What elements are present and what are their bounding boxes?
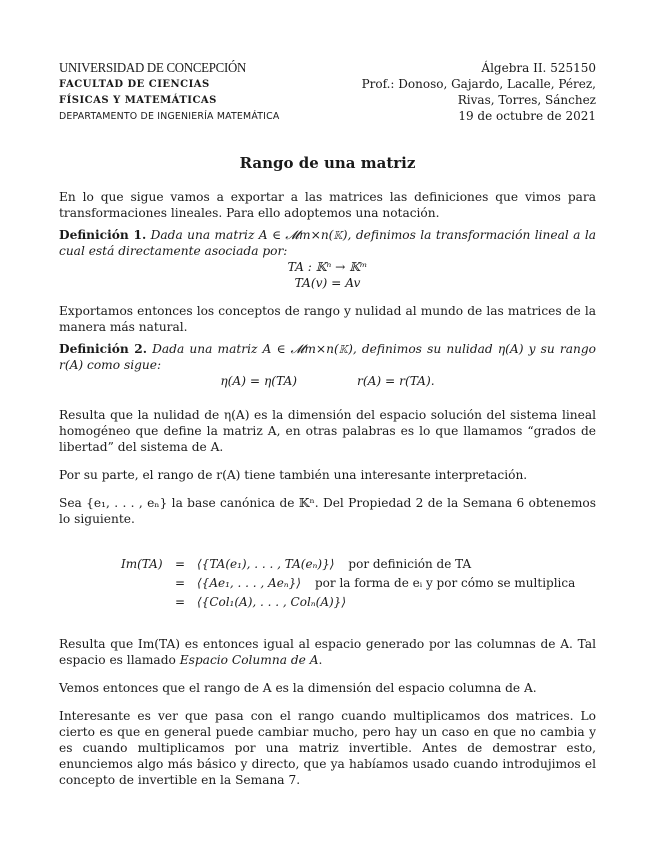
derivation-note-1: por definición de TA xyxy=(348,557,472,571)
equals-sign: = xyxy=(174,576,186,590)
definition-2 xyxy=(59,341,596,373)
definition-1-text: Dada una matriz A ∈ 𝓜m×n(𝕂), definimos la transformación lineal a la cual está directamente asociada por: xyxy=(59,228,596,258)
course-name: Álgebra II. 525150 xyxy=(481,61,596,75)
column-space-end: . xyxy=(318,653,323,667)
intro-paragraph: En lo que sigue vamos a exportar a las matrices las definiciones que vimos para transformaciones lineales. Para ello adoptemos una notación. xyxy=(59,190,596,220)
definition-1-label: Definición 1. xyxy=(59,228,147,242)
derivation-note-2: por la forma de eᵢ y por cómo se multiplica xyxy=(315,576,576,590)
export-paragraph: Exportamos entonces los conceptos de rango y nulidad al mundo de las matrices de la manera más natural. xyxy=(59,304,596,334)
derivation-rhs-2: ⟨{Ae₁, . . . , Aeₙ}⟩ xyxy=(197,576,301,590)
final-paragraph: Interesante es ver que pasa con el rango cuando multiplicamos dos matrices. Lo cierto es que en general puede cambiar mucho, pero hay un caso en que no cambia y es cuando multiplicamos por una matriz invertible. Antes de demostrar esto, enunciemos algo más básico y directo, que ya habíamos usado cuando introdujimos el concepto de invertible en la Semana 7. xyxy=(59,709,596,787)
definition-2-label: Definición 2. xyxy=(59,342,147,356)
definition-1-equation-1: TA : 𝕂ⁿ → 𝕂ᵐ xyxy=(287,260,368,274)
rank-equation: r(A) = r(TA). xyxy=(357,374,435,388)
derivation-row-1 xyxy=(121,555,596,574)
definition-2-text: Dada una matriz A ∈ 𝓜m×n(𝕂), definimos su nulidad η(A) y su rango r(A) como sigue: xyxy=(59,342,597,372)
equals-sign: = xyxy=(174,595,186,609)
document-header xyxy=(59,60,596,125)
rank-dimension-paragraph: Vemos entonces que el rango de A es la dimensión del espacio columna de A. xyxy=(59,681,537,695)
document-page xyxy=(59,60,596,788)
professors-line-2: Rivas, Torres, Sánchez xyxy=(457,93,596,107)
university-name: UNIVERSIDAD DE CONCEPCIÓN xyxy=(59,61,247,76)
institution-block xyxy=(59,60,279,125)
faculty-line-1: FACULTAD DE CIENCIAS xyxy=(59,79,210,90)
equals-sign: = xyxy=(174,557,186,571)
professors-line-1: Prof.: Donoso, Gajardo, Lacalle, Pérez, xyxy=(361,77,596,91)
derivation-rhs-3: ⟨{Col₁(A), . . . , Colₙ(A)}⟩ xyxy=(197,595,346,609)
definition-1 xyxy=(59,227,596,259)
basis-paragraph: Sea {e₁, . . . , eₙ} la base canónica de 𝕂ⁿ. Del Propiedad 2 de la Semana 6 obtenemos lo siguiente. xyxy=(59,496,596,526)
faculty-line-2: FÍSICAS Y MATEMÁTICAS xyxy=(59,95,217,106)
course-block xyxy=(362,60,596,124)
department-name: DEPARTAMENTO DE INGENIERÍA MATEMÁTICA xyxy=(59,111,280,122)
derivation-row-3 xyxy=(121,593,596,612)
rank-paragraph: Por su parte, el rango de r(A) tiene también una interesante interpretación. xyxy=(59,468,528,482)
column-space-paragraph xyxy=(59,636,596,668)
column-space-text: Resulta que Im(TA) es entonces igual al espacio generado por las columnas de A. Tal espacio es llamado xyxy=(59,637,596,667)
document-date: 19 de octubre de 2021 xyxy=(458,109,596,123)
section-title: Rango de una matriz xyxy=(239,154,416,172)
definition-1-equation-2: TA(v) = Av xyxy=(294,276,361,290)
derivation-lhs: Im(TA) xyxy=(121,557,163,571)
nullity-equation: η(A) = η(TA) xyxy=(220,374,298,388)
derivation-rhs-1: ⟨{TA(e₁), . . . , TA(eₙ)}⟩ xyxy=(197,557,335,571)
derivation-row-2 xyxy=(121,574,596,593)
definition-2-equations xyxy=(59,373,596,389)
image-derivation xyxy=(121,555,596,612)
nullity-paragraph: Resulta que la nulidad de η(A) es la dimensión del espacio solución del sistema lineal homogéneo que define la matriz A, en otras palabras es lo que llamamos “grados de libertad” del sistema de A. xyxy=(59,408,596,454)
column-space-term: Espacio Columna de A xyxy=(179,653,319,667)
